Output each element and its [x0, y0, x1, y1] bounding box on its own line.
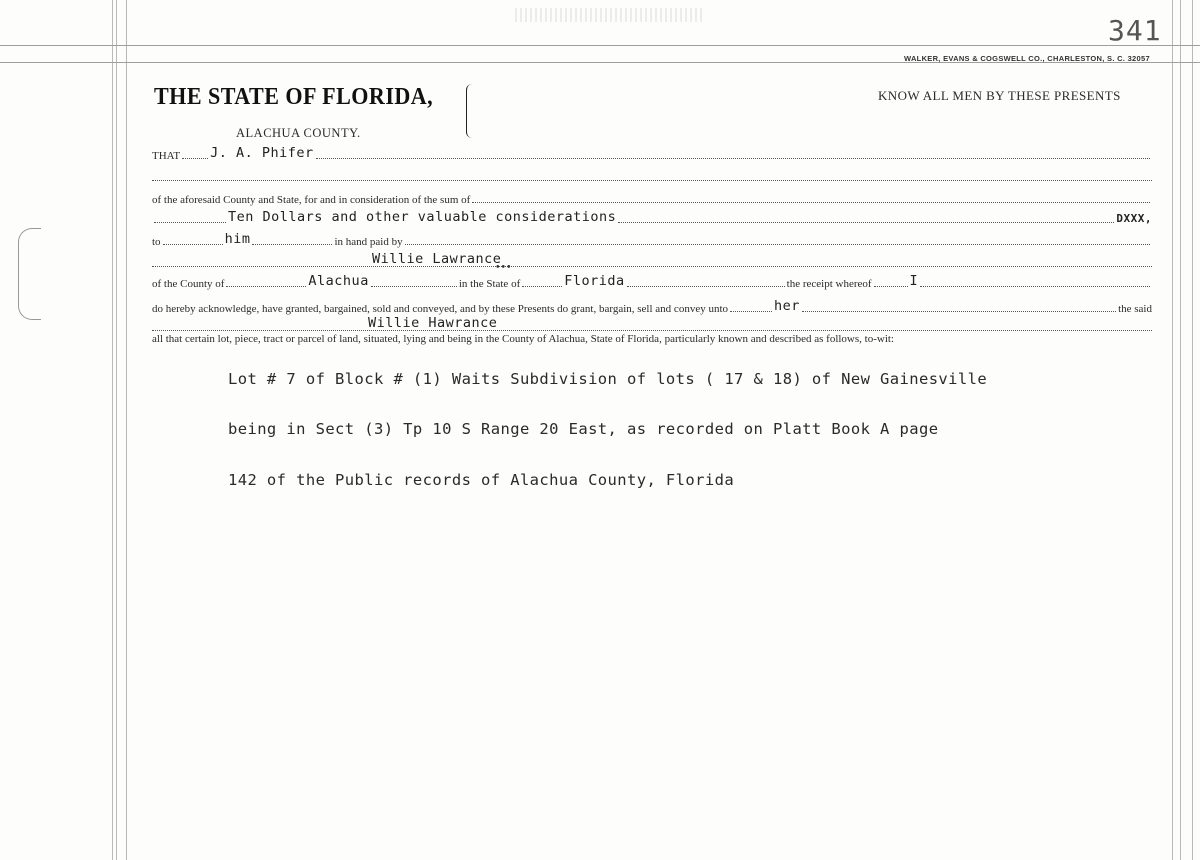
acknowledge-line [152, 297, 1152, 315]
acknowledge-label: do hereby acknowledge, have granted, bargained, sold and conveyed, and by these Presents do grant, bargain, sell and convey unto [152, 303, 729, 315]
convey-to: her [774, 298, 800, 314]
sum-end: DXXX, [1116, 212, 1152, 225]
county-state-line [152, 272, 1152, 290]
right-margin-line [1192, 0, 1193, 860]
county-header: ALACHUA COUNTY. [236, 126, 361, 140]
brace [466, 84, 475, 138]
state-title: THE STATE OF FLORIDA, [154, 84, 434, 110]
land-text: all that certain lot, piece, tract or parcel of land, situated, lying and being in the County of Alachua, State of Florida, particularly known and described as follows, to-wit: [152, 333, 894, 345]
binding-line [116, 0, 117, 860]
the-said-label: the said [1118, 303, 1152, 315]
grantor-line [152, 144, 1152, 162]
right-margin-line [1172, 0, 1173, 860]
paid-line [152, 230, 1152, 248]
paid-by-line [152, 266, 1152, 267]
scan-smudge [515, 8, 705, 22]
receipt-value: I [909, 273, 919, 289]
top-rule [0, 45, 1200, 46]
blank-line [152, 180, 1152, 181]
binding-line [126, 0, 127, 860]
paid-by-label: in hand paid by [334, 236, 403, 248]
know-all-men: KNOW ALL MEN BY THESE PRESENTS [878, 88, 1121, 103]
state-value: Florida [564, 273, 625, 289]
description-line-3: 142 of the Public records of Alachua County, Florida [228, 471, 735, 489]
sum-line [152, 208, 1152, 226]
state-of-label: in the State of [458, 278, 521, 290]
that-label: THAT [152, 150, 181, 162]
sum-value: Ten Dollars and other valuable considerations [228, 209, 617, 225]
paid-by-name: Willie Lawrance [372, 251, 502, 267]
to-label: to [152, 236, 161, 248]
to-value: him [224, 231, 251, 247]
county-of-label: of the County of [152, 278, 225, 290]
right-margin-line [1180, 0, 1181, 860]
receipt-label: the receipt whereof [786, 278, 872, 290]
grantee-name: Willie Hawrance [368, 315, 498, 331]
consideration-label: of the aforesaid County and State, for and in consideration of the sum of [152, 194, 471, 206]
grantor-name: J. A. Phifer [210, 145, 314, 161]
printer-imprint: WALKER, EVANS & COGSWELL CO., CHARLESTON, S. C. 32057 [904, 54, 1150, 63]
page-number: 341 [1108, 14, 1162, 47]
ink-dots: ••• [496, 262, 513, 273]
county-value: Alachua [308, 273, 369, 289]
description-line-1: Lot # 7 of Block # (1) Waits Subdivision of lots ( 17 & 18) of New Gainesville [228, 370, 988, 388]
binding-line [112, 0, 113, 860]
binder-clip [18, 228, 41, 320]
description-line-2: being in Sect (3) Tp 10 S Range 20 East, as recorded on Platt Book A page [228, 420, 939, 438]
consideration-line [152, 188, 1152, 206]
grantee-line [152, 330, 1152, 331]
